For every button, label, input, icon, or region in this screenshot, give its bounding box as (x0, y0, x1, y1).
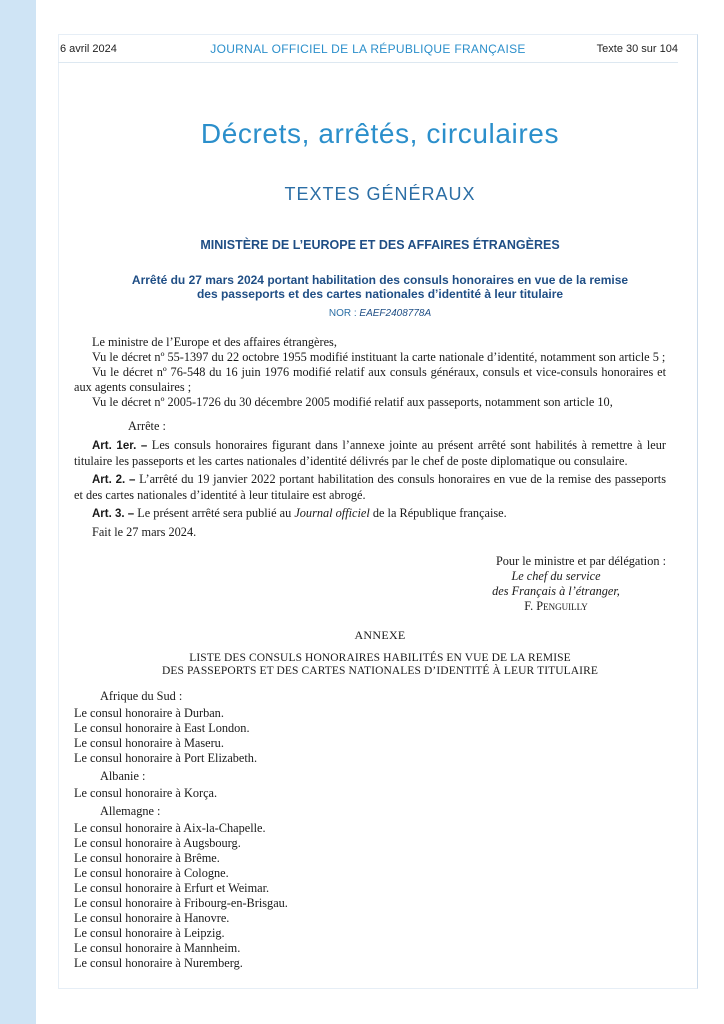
list-item: Le consul honoraire à Brême. (74, 851, 220, 865)
country-group-afrique-du-sud (74, 689, 666, 766)
annexe-heading: ANNEXE (354, 628, 406, 642)
country-label: Allemagne : (100, 804, 161, 818)
arrete-title-line-1: Arrêté du 27 mars 2024 portant habilitation des consuls honoraires en vue de la remise (131, 273, 629, 287)
subsection-title: TEXTES GÉNÉRAUX (284, 184, 476, 204)
header-journal-title: JOURNAL OFFICIEL DE LA RÉPUBLIQUE FRANÇAISE (210, 42, 526, 56)
list-item: Le consul honoraire à Fribourg-en-Brisgau. (74, 896, 288, 910)
list-item: Le consul honoraire à East London. (74, 721, 250, 735)
list-item: Le consul honoraire à Korça. (74, 786, 218, 800)
fait-le: Fait le 27 mars 2024. (92, 525, 197, 539)
signatory-name: F. Penguilly (524, 599, 588, 613)
signature-title-1-text: Le chef du service (511, 569, 601, 583)
signature-title-2-text: des Français à l’étranger, (492, 584, 620, 598)
annexe-title (76, 652, 684, 678)
list-item: Le consul honoraire à Erfurt et Weimar. (74, 881, 270, 895)
country-group-allemagne (74, 804, 666, 971)
article-2 (74, 472, 666, 503)
nor-label: NOR : (328, 308, 360, 319)
list-item: Le consul honoraire à Hanovre. (74, 911, 230, 925)
left-margin-band (0, 0, 36, 1024)
header-divider (58, 62, 678, 63)
list-item: Le consul honoraire à Mannheim. (74, 941, 241, 955)
country-label: Albanie : (100, 769, 146, 783)
arrete-title (76, 273, 684, 301)
article-3-text-before: Le présent arrêté sera publié au (134, 506, 295, 520)
article-1 (74, 438, 666, 469)
consul-list (74, 686, 666, 974)
page-header (58, 40, 678, 62)
header-date: 6 avril 2024 (60, 43, 117, 55)
preamble-minister: Le ministre de l’Europe et des affaires étrangères, (92, 335, 337, 349)
ministry-name: MINISTÈRE DE L’EUROPE ET DES AFFAIRES ÉTRANGÈRES (200, 238, 560, 252)
list-item: Le consul honoraire à Aix-la-Chapelle. (74, 821, 266, 835)
list-item: Le consul honoraire à Port Elizabeth. (74, 751, 258, 765)
annexe-title-line-2: DES PASSEPORTS ET DES CARTES NATIONALES D’IDENTITÉ À LEUR TITULAIRE (161, 665, 599, 677)
article-2-label: Art. 2. – (92, 474, 136, 486)
preamble-vu-3: Vu le décret nº 2005-1726 du 30 décembre 2005 modifié relatif aux passeports, notamment son article 10, (92, 395, 613, 409)
preamble-vu-2: Vu le décret nº 76-548 du 16 juin 1976 modifié relatif aux consuls généraux, consuls et vice-consuls honoraires et aux agents consulaires ; (74, 365, 666, 394)
article-1-label: Art. 1er. – (92, 440, 148, 452)
nor-value: EAEF2408778A (359, 308, 432, 319)
article-1-text: Les consuls honoraires figurant dans l’annexe jointe au présent arrêté sont habilités à remettre à leur titulaire les passeports et les cartes nationales d’identité délivrés par le chef de poste diplomatique ou consulaire. (74, 438, 667, 468)
preamble-arrete: Arrête : (128, 419, 166, 433)
list-item: Le consul honoraire à Cologne. (74, 866, 229, 880)
arrete-title-line-2: des passeports et des cartes nationales d’identité à leur titulaire (196, 287, 564, 301)
header-text-number: Texte 30 sur 104 (596, 43, 678, 55)
article-3-label: Art. 3. – (92, 508, 135, 520)
list-item: Le consul honoraire à Maseru. (74, 736, 224, 750)
list-item: Le consul honoraire à Nuremberg. (74, 956, 243, 970)
nor-reference (36, 308, 724, 319)
list-item: Le consul honoraire à Augsbourg. (74, 836, 241, 850)
annexe-title-line-1: LISTE DES CONSULS HONORAIRES HABILITÉS EN VUE DE LA REMISE (189, 652, 571, 664)
signature-title-1 (336, 569, 666, 584)
list-item: Le consul honoraire à Leipzig. (74, 926, 225, 940)
article-2-text: L’arrêté du 19 janvier 2022 portant habilitation des consuls honoraires en vue de la remise des passeports et des cartes nationales d’identité à leur titulaire est abrogé. (74, 472, 667, 502)
preamble-vu-1: Vu le décret nº 55-1397 du 22 octobre 1955 modifié instituant la carte nationale d’identité, notamment son article 5 ; (92, 350, 666, 364)
country-group-albanie (74, 769, 666, 801)
list-item: Le consul honoraire à Durban. (74, 706, 224, 720)
signature-block (336, 554, 666, 614)
section-title: Décrets, arrêtés, circulaires (200, 118, 560, 149)
arrete-body (74, 335, 666, 540)
signature-delegation: Pour le ministre et par délégation : (495, 554, 666, 568)
document-page (36, 0, 724, 1024)
article-3-text-after: de la République française. (369, 506, 507, 520)
signature-title-2 (336, 584, 666, 599)
country-label: Afrique du Sud : (100, 689, 183, 703)
article-3-text-italic: Journal officiel (294, 506, 370, 520)
article-3 (74, 506, 666, 522)
